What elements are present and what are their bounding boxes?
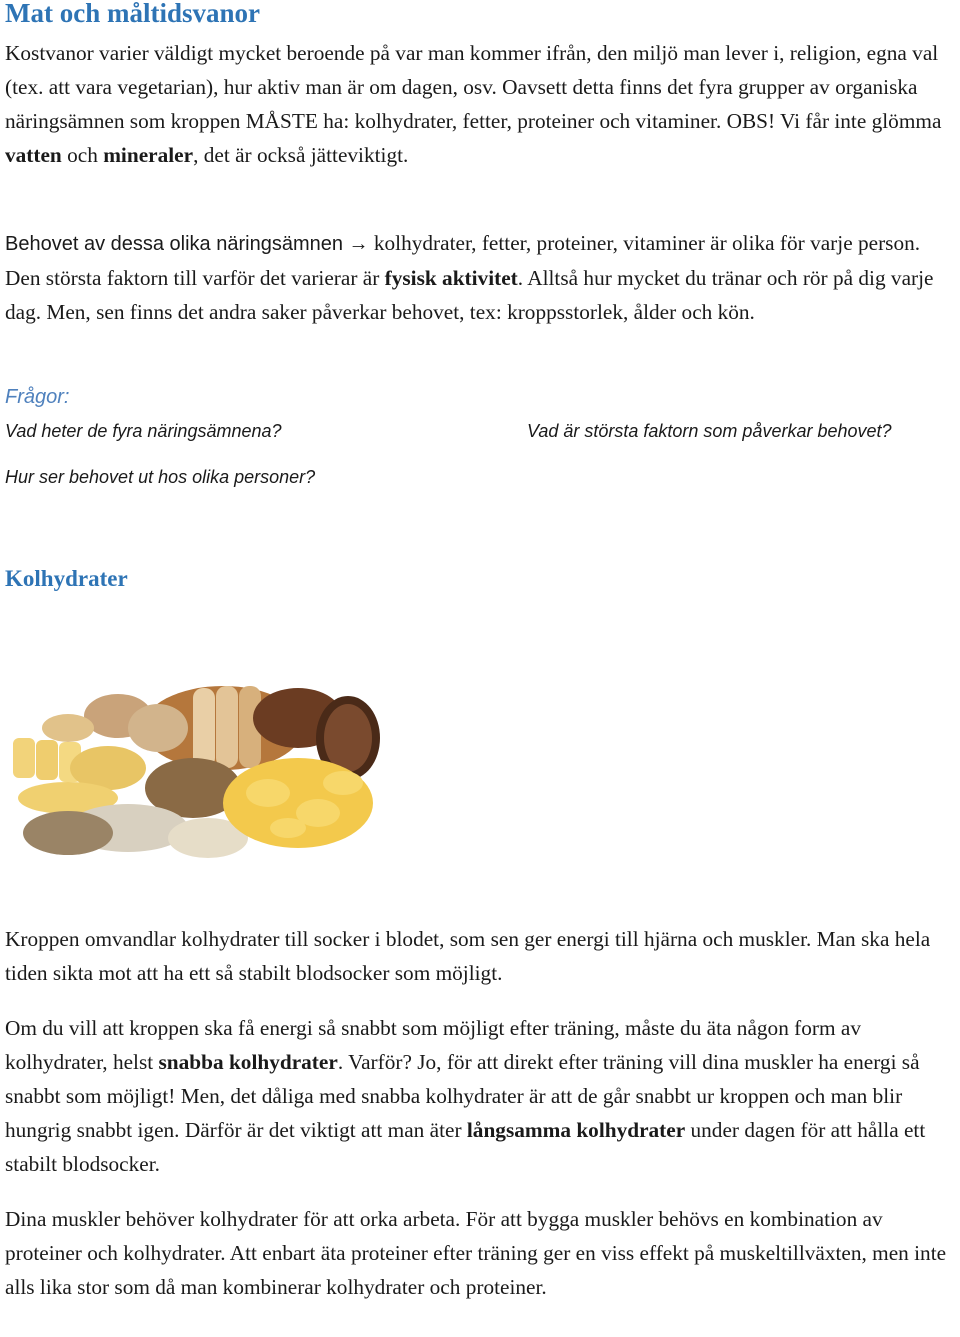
intro-bold-minerals: mineraler bbox=[103, 143, 194, 167]
farfalle-pasta-icon bbox=[223, 758, 373, 848]
paragraph-2 bbox=[5, 1011, 957, 1181]
needs-bold-activity: fysisk aktivitet bbox=[384, 266, 518, 290]
needs-text-3: . Alltså hur mycket du tränar och rör på dig varje dag. Men, sen finns det andra saker påverkar behovet, tex: kroppsstorlek, ålder och kön. bbox=[5, 266, 934, 324]
intro-paragraph bbox=[5, 36, 957, 172]
needs-text-1: Behovet av dessa olika näringsämnen bbox=[5, 233, 349, 255]
pasta-icon bbox=[13, 738, 146, 814]
question-2: Vad är största faktorn som påverkar behovet? bbox=[527, 421, 892, 441]
page-title: Mat och måltidsvanor bbox=[5, 0, 260, 28]
question-1: Vad heter de fyra näringsämnena? bbox=[5, 421, 282, 441]
needs-text-2: kolhydrater, fetter, proteiner, vitaminer är olika för varje person. Den största faktorn till varför det varierar är bbox=[5, 231, 921, 290]
p2-text-2: . Varför? Jo, för att direkt efter träning vill dina muskler ha energi så snabbt som möjligt! Men, det dåliga med snabba kolhydrater är att de går snabbt ur kroppen och man blir hungrig snabbt igen. Därför är det viktigt att man äter bbox=[5, 1050, 920, 1142]
needs-paragraph bbox=[5, 226, 957, 329]
p2-bold-fast-carbs: snabba kolhydrater bbox=[158, 1050, 338, 1074]
paragraph-3: Dina muskler behöver kolhydrater för att orka arbeta. För att bygga muskler behövs en kombination av proteiner och kolhydrater. Att enbart äta proteiner efter träning ger en viss effekt på muskeltillväxten, men inte alls lika stor som då man kombinerar kolhydrater och proteiner. bbox=[5, 1207, 947, 1299]
intro-bold-water: vatten bbox=[5, 143, 62, 167]
carbohydrate-food-image bbox=[8, 668, 390, 863]
intro-text-2: och bbox=[61, 143, 104, 167]
questions-heading: Frågor: bbox=[5, 386, 70, 408]
p2-text-3: under dagen för att hålla ett stabilt blodsocker. bbox=[5, 1118, 926, 1176]
p2-text-1: Om du vill att kroppen ska få energi så snabbt som möjligt efter träning, måste du äta någon form av kolhydrater, helst bbox=[5, 1016, 862, 1074]
paragraph-1: Kroppen omvandlar kolhydrater till socker i blodet, som sen ger energi till hjärna och muskler. Man ska hela tiden sikta mot att ha ett så stabilt blodsocker som möjligt. bbox=[5, 927, 931, 985]
p2-bold-slow-carbs: långsamma kolhydrater bbox=[466, 1118, 686, 1142]
intro-text-1: Kostvanor varier väldigt mycket beroende på var man kommer ifrån, den miljö man lever i, religion, egna val (tex. att vara vegetarian), hur aktiv man är om dagen, osv. Oavsett detta finns det fyra grupper av organiska näringsämnen som kroppen MÅSTE ha: kolhydrater, fetter, proteiner och vitaminer. OBS! Vi får inte glömma bbox=[5, 41, 942, 133]
intro-text-3: , det är också jätteviktigt. bbox=[193, 143, 409, 167]
section-heading-kolhydrater: Kolhydrater bbox=[5, 566, 128, 591]
arrow-icon: → bbox=[348, 233, 369, 255]
question-3: Hur ser behovet ut hos olika personer? bbox=[5, 467, 316, 487]
